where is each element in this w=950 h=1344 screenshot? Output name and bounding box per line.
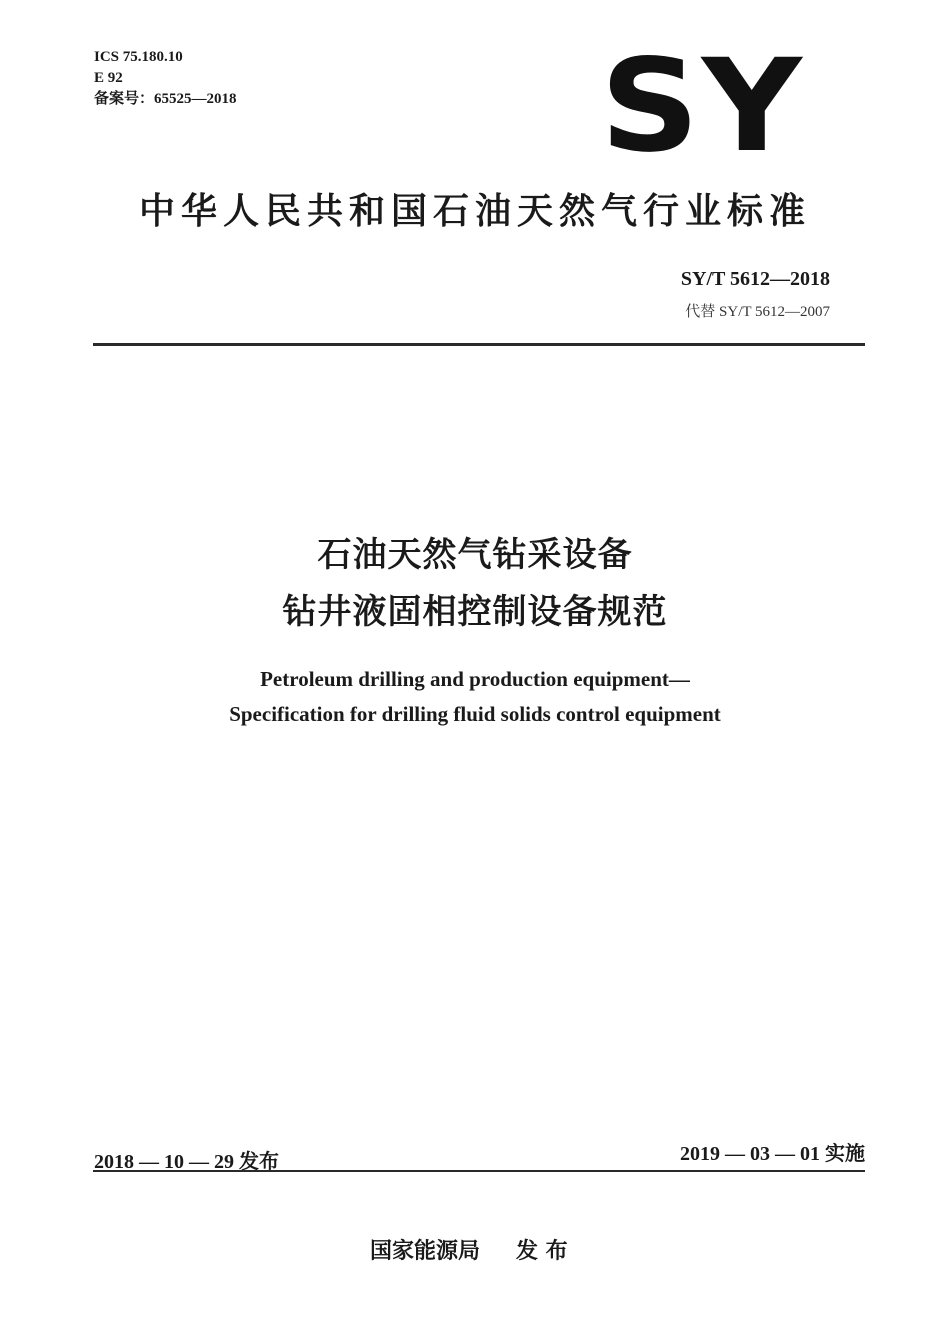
replaces-standard: 代替 SY/T 5612—2007	[685, 304, 830, 320]
title-en-line1: Petroleum drilling and production equipment—	[260, 667, 690, 691]
title-cn-line2: 钻井液固相控制设备规范	[282, 592, 668, 632]
top-divider	[93, 343, 865, 346]
ics-code: ICS 75.180.10	[94, 49, 183, 65]
title-cn-line1: 石油天然气钻采设备	[317, 535, 633, 575]
title-en-line2: Specification for drilling fluid solids control equipment	[229, 702, 721, 726]
standard-number: SY/T 5612—2018	[680, 268, 830, 290]
organization-title: 中华人民共和国石油天然气行业标准	[138, 191, 811, 232]
sy-logo: SY	[600, 32, 804, 181]
publisher-line	[370, 1234, 568, 1265]
ccs-code: E 92	[94, 70, 123, 86]
bottom-divider	[93, 1170, 865, 1172]
publisher-action: 发 布	[516, 1239, 568, 1264]
document-meta	[94, 47, 237, 110]
publisher-name: 国家能源局	[370, 1239, 481, 1264]
record-number: 备案号：65525—2018	[94, 91, 237, 107]
issue-date: 2018 — 10 — 29 发布	[94, 1151, 279, 1173]
effective-date: 2019 — 03 — 01 实施	[680, 1143, 865, 1165]
